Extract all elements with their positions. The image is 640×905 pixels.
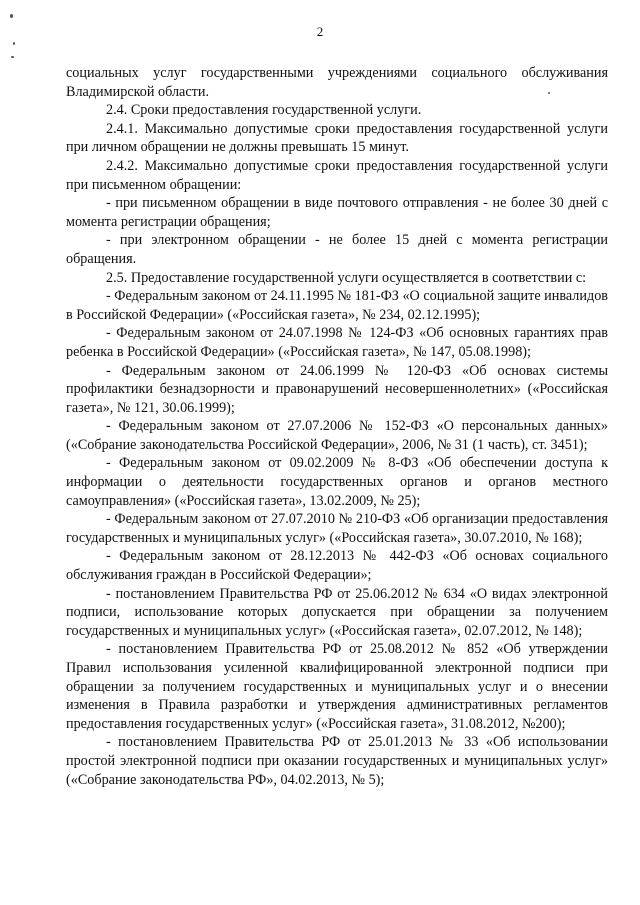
- paragraph-2-4-1: 2.4.1. Максимально допустимые сроки предоставления государственной услуги при личном обращении не должны превышать 15 минут.: [66, 120, 608, 156]
- list-item-law-124-fz: - Федеральным законом от 24.07.1998 № 124-ФЗ «Об основных гарантиях прав ребенка в Российской Федерации» («Российская газета», № 147, 05.08.1998);: [66, 325, 608, 360]
- list-item-decree-33: - постановлением Правительства РФ от 25.01.2013 № 33 «Об использовании простой электронной подписи при оказании государственных и муниципальных услуг» («Собрание законодательства РФ», 04.02.2013, № 5);: [66, 734, 608, 788]
- list-item-law-181-fz: - Федеральным законом от 24.11.1995 № 181-ФЗ «О социальной защите инвалидов в Российской Федерации» («Российская газета», № 234, 02.12.1995);: [66, 288, 608, 323]
- list-item-law-120-fz: - Федеральным законом от 24.06.1999 № 120-ФЗ «Об основах системы профилактики безнадзорности и правонарушений несовершеннолетних» («Российская газета», № 121, 30.06.1999);: [66, 362, 608, 416]
- scan-artifact-dot: [13, 42, 15, 45]
- list-item-law-8-fz: - Федеральным законом от 09.02.2009 № 8-ФЗ «Об обеспечении доступа к информации о деятельности государственных органов и органов местного самоуправления» («Российская газета», 13.02.2009, № 25);: [66, 455, 608, 509]
- paragraph-continuation: социальных услуг государственными учреждениями социального обслуживания Владимирской области.: [66, 65, 608, 100]
- list-item-law-152-fz: - Федеральным законом от 27.07.2006 № 152-ФЗ «О персональных данных» («Собрание законодательства Российской Федерации», 2006, № 31 (1 часть), ст. 3451);: [66, 418, 608, 453]
- paragraph-2-5: 2.5. Предоставление государственной услуги осуществляется в соответствии с:: [106, 269, 587, 286]
- page-number: 2: [316, 24, 324, 39]
- scan-artifact-dot: [11, 56, 14, 58]
- list-item-decree-634: - постановлением Правительства РФ от 25.06.2012 № 634 «О видах электронной подписи, использование которых допускается при обращении за получением государственных и муниципальных услуг» («Российская газета», 02.07.2012, № 148);: [66, 585, 608, 639]
- list-item-electronic-request: - при электронном обращении - не более 15 дней с момента регистрации обращения.: [66, 232, 608, 267]
- list-item-decree-852: - постановлением Правительства РФ от 25.08.2012 № 852 «Об утверждении Правил использования усиленной квалифицированной электронной подписи при обращении за получением государственных и муниципальных услуг и о внесении изменения в Правила разработки и утверждения административных регламентов предоставления государственных услуг» («Российская газета», 31.08.2012, №200);: [66, 641, 608, 732]
- list-item-law-210-fz: - Федеральным законом от 27.07.2010 № 210-ФЗ «Об организации предоставления государственных и муниципальных услуг» («Российская газета», 30.07.2010, № 168);: [66, 511, 608, 546]
- scan-artifact-dot: [10, 14, 13, 18]
- section-heading-2-4: 2.4. Сроки предоставления государственной услуги.: [106, 102, 422, 119]
- document-body: [66, 64, 608, 789]
- list-item-postal-request: - при письменном обращении в виде почтового отправления - не более 30 дней с момента регистрации обращения;: [66, 195, 608, 230]
- list-item-law-442-fz: - Федеральным законом от 28.12.2013 № 442-ФЗ «Об основах социального обслуживания граждан в Российской Федерации»;: [66, 548, 608, 584]
- paragraph-2-4-2: 2.4.2. Максимально допустимые сроки предоставления государственной услуги при письменном обращении:: [66, 157, 608, 193]
